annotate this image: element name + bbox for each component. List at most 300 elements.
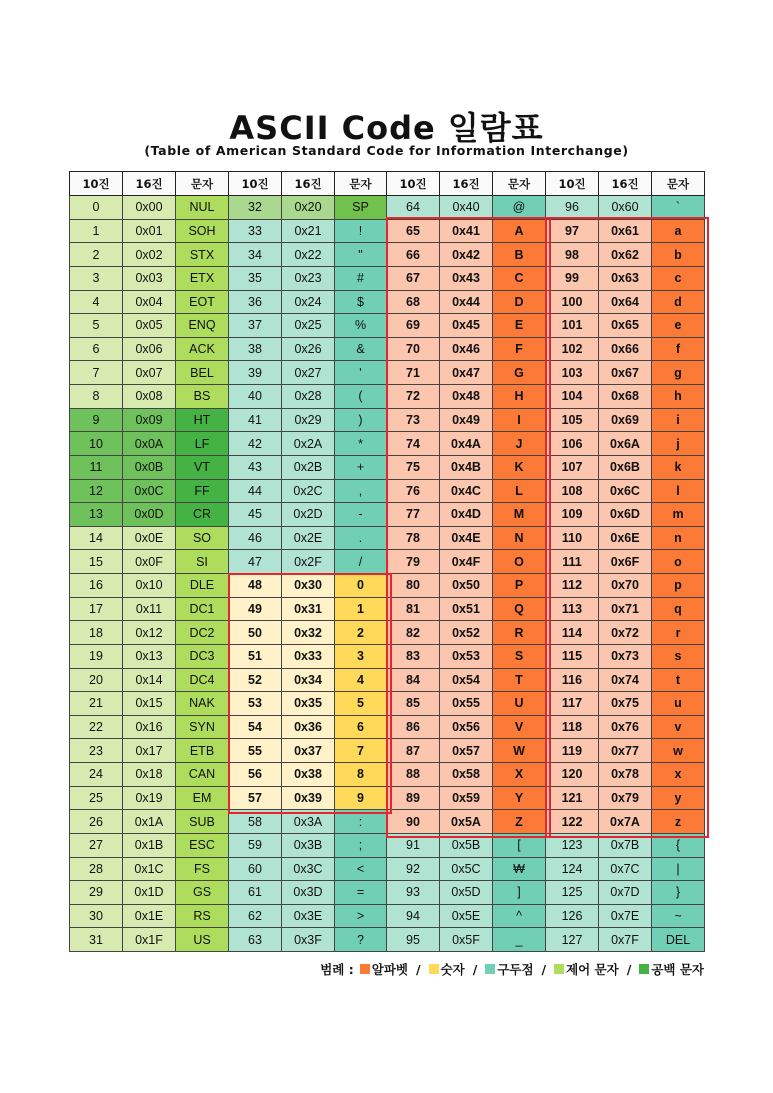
char-cell: ; — [335, 833, 387, 857]
hex-cell: 0x77 — [599, 739, 652, 763]
char-cell: F — [493, 337, 546, 361]
char-cell: 7 — [335, 739, 387, 763]
char-cell: DLE — [176, 574, 229, 598]
hex-cell: 0x5D — [440, 881, 493, 905]
hex-cell: 0x08 — [123, 385, 176, 409]
hex-cell: 0x76 — [599, 715, 652, 739]
decimal-cell: 25 — [70, 786, 123, 810]
hex-cell: 0x23 — [282, 266, 335, 290]
char-cell: & — [335, 337, 387, 361]
char-cell: " — [335, 243, 387, 267]
decimal-cell: 31 — [70, 928, 123, 952]
char-cell: G — [493, 361, 546, 385]
char-cell: [ — [493, 833, 546, 857]
header-cell: 10진 — [70, 172, 123, 196]
char-cell: HT — [176, 408, 229, 432]
char-cell: / — [335, 550, 387, 574]
table-row — [70, 314, 705, 338]
char-cell: SYN — [176, 715, 229, 739]
char-cell: X — [493, 763, 546, 787]
decimal-cell: 108 — [546, 479, 599, 503]
hex-cell: 0x28 — [282, 385, 335, 409]
hex-cell: 0x09 — [123, 408, 176, 432]
char-cell: s — [652, 644, 705, 668]
hex-cell: 0x4C — [440, 479, 493, 503]
char-cell: o — [652, 550, 705, 574]
hex-cell: 0x1A — [123, 810, 176, 834]
decimal-cell: 47 — [229, 550, 282, 574]
decimal-cell: 85 — [387, 692, 440, 716]
char-cell: e — [652, 314, 705, 338]
hex-cell: 0x24 — [282, 290, 335, 314]
legend-item-alphabet — [360, 960, 408, 978]
char-cell: VT — [176, 455, 229, 479]
legend-text: 구두점 — [497, 962, 534, 977]
legend-text: 알파벳 — [371, 962, 408, 977]
hex-cell: 0x75 — [599, 692, 652, 716]
hex-cell: 0x12 — [123, 621, 176, 645]
hex-cell: 0x17 — [123, 739, 176, 763]
hex-cell: 0x35 — [282, 692, 335, 716]
hex-cell: 0x30 — [282, 574, 335, 598]
table-row — [70, 881, 705, 905]
hex-cell: 0x14 — [123, 668, 176, 692]
table-row — [70, 526, 705, 550]
table-header-row — [70, 172, 705, 196]
decimal-cell: 68 — [387, 290, 440, 314]
char-cell: $ — [335, 290, 387, 314]
decimal-cell: 76 — [387, 479, 440, 503]
table-row — [70, 408, 705, 432]
char-cell: NAK — [176, 692, 229, 716]
hex-cell: 0x45 — [440, 314, 493, 338]
char-cell: N — [493, 526, 546, 550]
char-cell: h — [652, 385, 705, 409]
hex-cell: 0x40 — [440, 196, 493, 220]
hex-cell: 0x1C — [123, 857, 176, 881]
table-row — [70, 668, 705, 692]
decimal-cell: 104 — [546, 385, 599, 409]
char-cell: L — [493, 479, 546, 503]
header-cell: 16진 — [440, 172, 493, 196]
decimal-cell: 119 — [546, 739, 599, 763]
hex-cell: 0x16 — [123, 715, 176, 739]
hex-cell: 0x2B — [282, 455, 335, 479]
hex-cell: 0x6A — [599, 432, 652, 456]
char-cell: - — [335, 503, 387, 527]
decimal-cell: 52 — [229, 668, 282, 692]
hex-cell: 0x13 — [123, 644, 176, 668]
decimal-cell: 73 — [387, 408, 440, 432]
decimal-cell: 32 — [229, 196, 282, 220]
char-cell: g — [652, 361, 705, 385]
decimal-cell: 46 — [229, 526, 282, 550]
header-cell: 16진 — [599, 172, 652, 196]
hex-cell: 0x33 — [282, 644, 335, 668]
decimal-cell: 13 — [70, 503, 123, 527]
hex-cell: 0x32 — [282, 621, 335, 645]
hex-cell: 0x01 — [123, 219, 176, 243]
decimal-cell: 14 — [70, 526, 123, 550]
decimal-cell: 57 — [229, 786, 282, 810]
hex-cell: 0x3E — [282, 904, 335, 928]
hex-cell: 0x60 — [599, 196, 652, 220]
char-cell: NUL — [176, 196, 229, 220]
hex-cell: 0x59 — [440, 786, 493, 810]
char-cell: SO — [176, 526, 229, 550]
hex-cell: 0x10 — [123, 574, 176, 598]
table-row — [70, 621, 705, 645]
decimal-cell: 86 — [387, 715, 440, 739]
hex-cell: 0x78 — [599, 763, 652, 787]
legend — [320, 960, 704, 978]
decimal-cell: 109 — [546, 503, 599, 527]
decimal-cell: 54 — [229, 715, 282, 739]
char-cell: ESC — [176, 833, 229, 857]
hex-cell: 0x73 — [599, 644, 652, 668]
hex-cell: 0x44 — [440, 290, 493, 314]
decimal-cell: 0 — [70, 196, 123, 220]
hex-cell: 0x20 — [282, 196, 335, 220]
table-row — [70, 196, 705, 220]
hex-cell: 0x42 — [440, 243, 493, 267]
legend-item-digit — [429, 960, 465, 978]
hex-cell: 0x00 — [123, 196, 176, 220]
decimal-cell: 20 — [70, 668, 123, 692]
decimal-cell: 23 — [70, 739, 123, 763]
hex-cell: 0x2C — [282, 479, 335, 503]
decimal-cell: 5 — [70, 314, 123, 338]
table-row — [70, 597, 705, 621]
table-row — [70, 715, 705, 739]
decimal-cell: 9 — [70, 408, 123, 432]
decimal-cell: 71 — [387, 361, 440, 385]
decimal-cell: 40 — [229, 385, 282, 409]
hex-cell: 0x47 — [440, 361, 493, 385]
hex-cell: 0x02 — [123, 243, 176, 267]
decimal-cell: 36 — [229, 290, 282, 314]
hex-cell: 0x29 — [282, 408, 335, 432]
hex-cell: 0x67 — [599, 361, 652, 385]
table-row — [70, 739, 705, 763]
decimal-cell: 59 — [229, 833, 282, 857]
hex-cell: 0x72 — [599, 621, 652, 645]
hex-cell: 0x39 — [282, 786, 335, 810]
decimal-cell: 124 — [546, 857, 599, 881]
char-cell: US — [176, 928, 229, 952]
hex-cell: 0x48 — [440, 385, 493, 409]
char-cell: W — [493, 739, 546, 763]
decimal-cell: 112 — [546, 574, 599, 598]
decimal-cell: 22 — [70, 715, 123, 739]
char-cell: O — [493, 550, 546, 574]
decimal-cell: 101 — [546, 314, 599, 338]
decimal-cell: 94 — [387, 904, 440, 928]
hex-cell: 0x5B — [440, 833, 493, 857]
char-cell: DC4 — [176, 668, 229, 692]
char-cell: ` — [652, 196, 705, 220]
char-cell: : — [335, 810, 387, 834]
decimal-cell: 117 — [546, 692, 599, 716]
table-row — [70, 763, 705, 787]
decimal-cell: 116 — [546, 668, 599, 692]
decimal-cell: 84 — [387, 668, 440, 692]
hex-cell: 0x7E — [599, 904, 652, 928]
table-row — [70, 290, 705, 314]
char-cell: d — [652, 290, 705, 314]
decimal-cell: 4 — [70, 290, 123, 314]
hex-cell: 0x58 — [440, 763, 493, 787]
hex-cell: 0x37 — [282, 739, 335, 763]
decimal-cell: 12 — [70, 479, 123, 503]
decimal-cell: 114 — [546, 621, 599, 645]
decimal-cell: 96 — [546, 196, 599, 220]
decimal-cell: 65 — [387, 219, 440, 243]
decimal-cell: 49 — [229, 597, 282, 621]
legend-separator: / — [626, 961, 632, 977]
hex-cell: 0x0A — [123, 432, 176, 456]
table-row — [70, 243, 705, 267]
char-cell: ^ — [493, 904, 546, 928]
hex-cell: 0x2E — [282, 526, 335, 550]
decimal-cell: 87 — [387, 739, 440, 763]
char-cell: P — [493, 574, 546, 598]
decimal-cell: 38 — [229, 337, 282, 361]
table-row — [70, 503, 705, 527]
decimal-cell: 111 — [546, 550, 599, 574]
hex-cell: 0x7D — [599, 881, 652, 905]
header-cell: 10진 — [546, 172, 599, 196]
char-cell: FS — [176, 857, 229, 881]
decimal-cell: 105 — [546, 408, 599, 432]
hex-cell: 0x6D — [599, 503, 652, 527]
hex-cell: 0x4D — [440, 503, 493, 527]
decimal-cell: 55 — [229, 739, 282, 763]
decimal-cell: 127 — [546, 928, 599, 952]
hex-cell: 0x27 — [282, 361, 335, 385]
decimal-cell: 19 — [70, 644, 123, 668]
hex-cell: 0x74 — [599, 668, 652, 692]
char-cell: a — [652, 219, 705, 243]
hex-cell: 0x53 — [440, 644, 493, 668]
decimal-cell: 61 — [229, 881, 282, 905]
hex-cell: 0x3B — [282, 833, 335, 857]
char-cell: Z — [493, 810, 546, 834]
hex-cell: 0x6F — [599, 550, 652, 574]
table-row — [70, 786, 705, 810]
decimal-cell: 63 — [229, 928, 282, 952]
legend-separator: / — [472, 961, 478, 977]
decimal-cell: 126 — [546, 904, 599, 928]
hex-cell: 0x46 — [440, 337, 493, 361]
ascii-table — [69, 171, 705, 952]
legend-swatch — [429, 964, 439, 974]
hex-cell: 0x7F — [599, 928, 652, 952]
header-cell: 문자 — [493, 172, 546, 196]
decimal-cell: 15 — [70, 550, 123, 574]
hex-cell: 0x49 — [440, 408, 493, 432]
legend-text: 공백 문자 — [651, 962, 704, 977]
decimal-cell: 110 — [546, 526, 599, 550]
hex-cell: 0x54 — [440, 668, 493, 692]
hex-cell: 0x25 — [282, 314, 335, 338]
char-cell: 4 — [335, 668, 387, 692]
char-cell: p — [652, 574, 705, 598]
hex-cell: 0x07 — [123, 361, 176, 385]
char-cell: I — [493, 408, 546, 432]
legend-item-punctuation — [485, 960, 533, 978]
decimal-cell: 64 — [387, 196, 440, 220]
hex-cell: 0x1E — [123, 904, 176, 928]
char-cell: GS — [176, 881, 229, 905]
hex-cell: 0x31 — [282, 597, 335, 621]
decimal-cell: 91 — [387, 833, 440, 857]
header-cell: 16진 — [123, 172, 176, 196]
decimal-cell: 77 — [387, 503, 440, 527]
decimal-cell: 82 — [387, 621, 440, 645]
hex-cell: 0x50 — [440, 574, 493, 598]
decimal-cell: 21 — [70, 692, 123, 716]
char-cell: ] — [493, 881, 546, 905]
decimal-cell: 95 — [387, 928, 440, 952]
char-cell: ₩ — [493, 857, 546, 881]
hex-cell: 0x57 — [440, 739, 493, 763]
decimal-cell: 78 — [387, 526, 440, 550]
table-row — [70, 810, 705, 834]
decimal-cell: 74 — [387, 432, 440, 456]
table-row — [70, 361, 705, 385]
decimal-cell: 27 — [70, 833, 123, 857]
char-cell: DEL — [652, 928, 705, 952]
char-cell: RS — [176, 904, 229, 928]
decimal-cell: 89 — [387, 786, 440, 810]
char-cell: 8 — [335, 763, 387, 787]
decimal-cell: 53 — [229, 692, 282, 716]
char-cell: A — [493, 219, 546, 243]
hex-cell: 0x1F — [123, 928, 176, 952]
decimal-cell: 83 — [387, 644, 440, 668]
decimal-cell: 125 — [546, 881, 599, 905]
decimal-cell: 58 — [229, 810, 282, 834]
decimal-cell: 43 — [229, 455, 282, 479]
decimal-cell: 8 — [70, 385, 123, 409]
legend-label: 범례 : — [320, 962, 354, 977]
char-cell: . — [335, 526, 387, 550]
decimal-cell: 115 — [546, 644, 599, 668]
char-cell: EOT — [176, 290, 229, 314]
hex-cell: 0x2A — [282, 432, 335, 456]
char-cell: STX — [176, 243, 229, 267]
char-cell: m — [652, 503, 705, 527]
char-cell: u — [652, 692, 705, 716]
page-subtitle: (Table of American Standard Code for Information Interchange) — [144, 143, 629, 158]
hex-cell: 0x0C — [123, 479, 176, 503]
decimal-cell: 24 — [70, 763, 123, 787]
header-cell: 10진 — [229, 172, 282, 196]
hex-cell: 0x15 — [123, 692, 176, 716]
hex-cell: 0x0D — [123, 503, 176, 527]
hex-cell: 0x3F — [282, 928, 335, 952]
char-cell: w — [652, 739, 705, 763]
hex-cell: 0x65 — [599, 314, 652, 338]
hex-cell: 0x0E — [123, 526, 176, 550]
decimal-cell: 72 — [387, 385, 440, 409]
decimal-cell: 102 — [546, 337, 599, 361]
legend-separator: / — [415, 961, 421, 977]
decimal-cell: 88 — [387, 763, 440, 787]
char-cell: 3 — [335, 644, 387, 668]
char-cell: ' — [335, 361, 387, 385]
char-cell: # — [335, 266, 387, 290]
char-cell: CAN — [176, 763, 229, 787]
hex-cell: 0x52 — [440, 621, 493, 645]
char-cell: ( — [335, 385, 387, 409]
char-cell: LF — [176, 432, 229, 456]
char-cell: Q — [493, 597, 546, 621]
char-cell: DC2 — [176, 621, 229, 645]
table-row — [70, 904, 705, 928]
decimal-cell: 44 — [229, 479, 282, 503]
char-cell: x — [652, 763, 705, 787]
char-cell: S — [493, 644, 546, 668]
hex-cell: 0x2F — [282, 550, 335, 574]
char-cell: i — [652, 408, 705, 432]
char-cell: B — [493, 243, 546, 267]
decimal-cell: 80 — [387, 574, 440, 598]
char-cell: Y — [493, 786, 546, 810]
char-cell: SI — [176, 550, 229, 574]
hex-cell: 0x4B — [440, 455, 493, 479]
hex-cell: 0x1B — [123, 833, 176, 857]
hex-cell: 0x5C — [440, 857, 493, 881]
decimal-cell: 90 — [387, 810, 440, 834]
char-cell: DC1 — [176, 597, 229, 621]
char-cell: , — [335, 479, 387, 503]
hex-cell: 0x66 — [599, 337, 652, 361]
header-cell: 10진 — [387, 172, 440, 196]
decimal-cell: 6 — [70, 337, 123, 361]
decimal-cell: 56 — [229, 763, 282, 787]
hex-cell: 0x51 — [440, 597, 493, 621]
hex-cell: 0x7A — [599, 810, 652, 834]
page-title: ASCII Code 일람표 — [229, 109, 544, 147]
table-row — [70, 692, 705, 716]
decimal-cell: 17 — [70, 597, 123, 621]
table-row — [70, 337, 705, 361]
char-cell: 5 — [335, 692, 387, 716]
hex-cell: 0x2D — [282, 503, 335, 527]
char-cell: SOH — [176, 219, 229, 243]
decimal-cell: 33 — [229, 219, 282, 243]
header-cell: 문자 — [335, 172, 387, 196]
table-row — [70, 479, 705, 503]
decimal-cell: 51 — [229, 644, 282, 668]
hex-cell: 0x26 — [282, 337, 335, 361]
decimal-cell: 121 — [546, 786, 599, 810]
char-cell: j — [652, 432, 705, 456]
char-cell: V — [493, 715, 546, 739]
hex-cell: 0x4E — [440, 526, 493, 550]
hex-cell: 0x41 — [440, 219, 493, 243]
char-cell: 9 — [335, 786, 387, 810]
char-cell: ~ — [652, 904, 705, 928]
char-cell: % — [335, 314, 387, 338]
char-cell: FF — [176, 479, 229, 503]
hex-cell: 0x36 — [282, 715, 335, 739]
hex-cell: 0x3C — [282, 857, 335, 881]
char-cell: SP — [335, 196, 387, 220]
decimal-cell: 81 — [387, 597, 440, 621]
